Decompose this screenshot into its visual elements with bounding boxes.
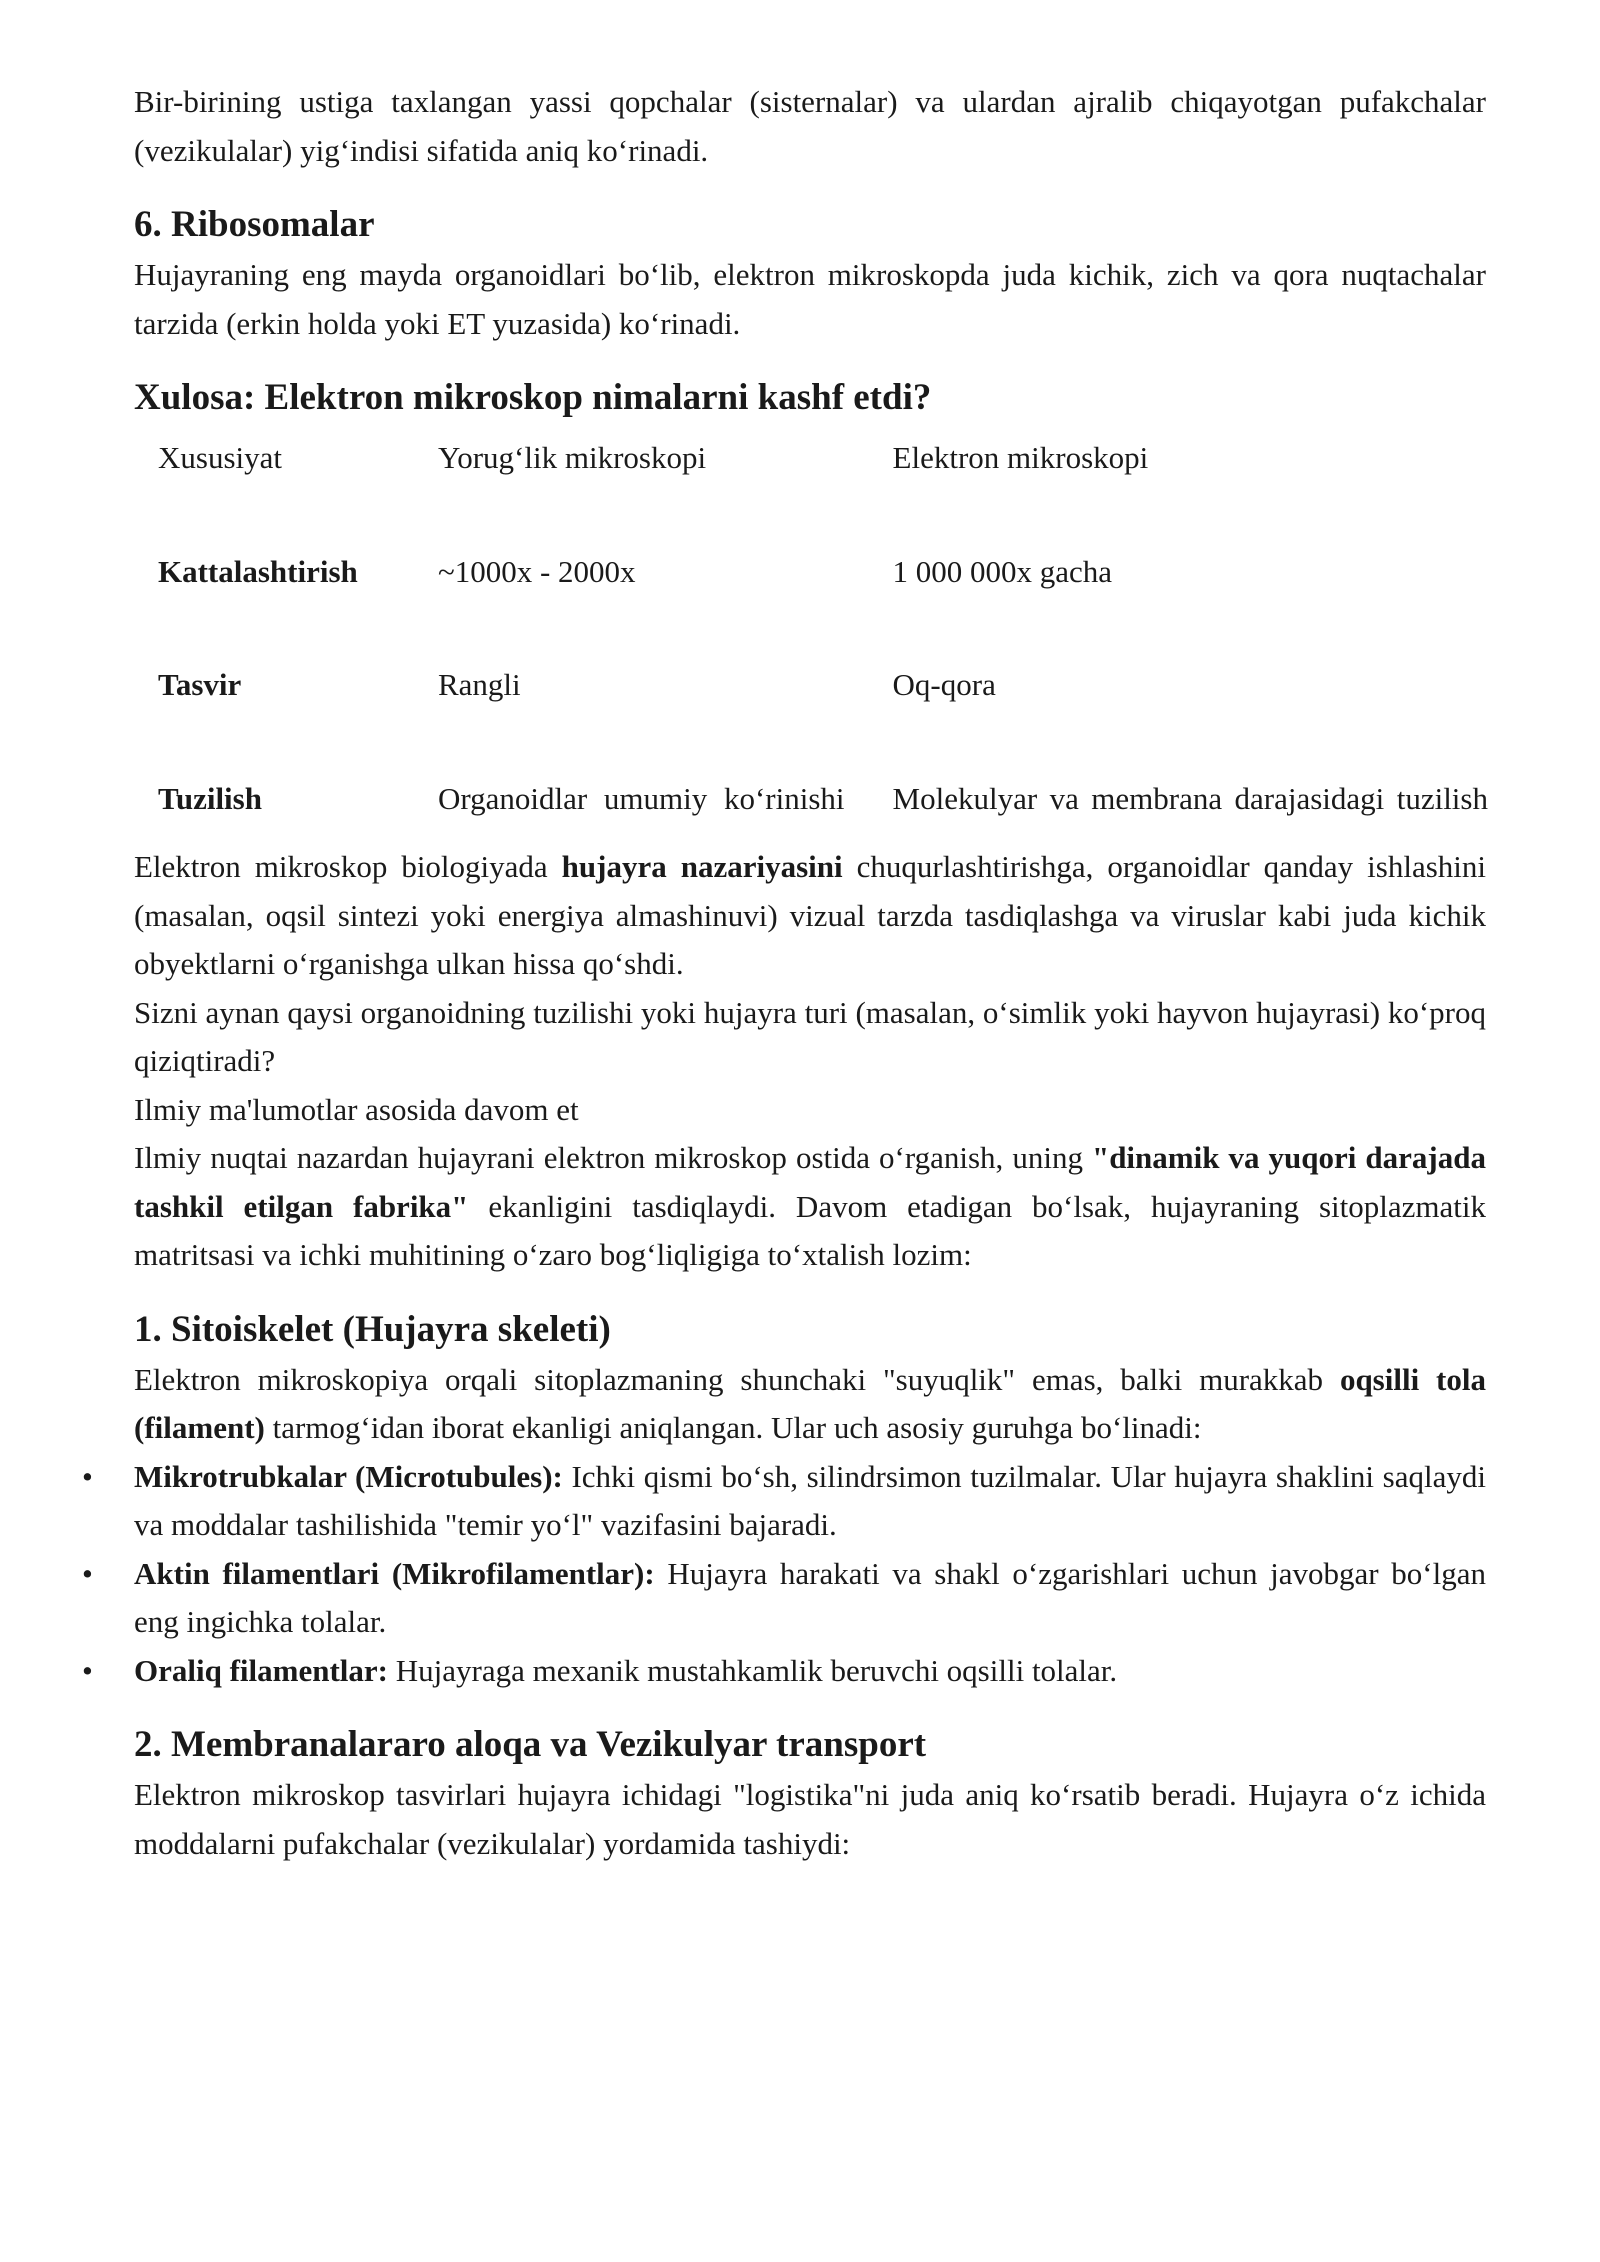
table-header-cell: Xususiyat — [158, 440, 282, 475]
text-run: Hujayra harakati va shakl o‘zgarishlari uchun javobgar bo‘lgan eng ingichka tolalar. — [134, 1555, 1486, 1639]
bold-term: "dinamik va yuqori darajada tashkil etilgan fabrika" — [134, 1140, 1486, 1224]
bold-term: Mikrotrubkalar (Microtubules): — [134, 1458, 563, 1494]
text-run: tarmog‘idan iborat ekanligi aniqlangan. Ular uch asosiy guruhga bo‘linadi: — [264, 1410, 1202, 1445]
table-row — [134, 661, 1512, 775]
text-run: ekanligini tasdiqlaydi. Davom etadigan bo‘lsak, hujayraning sitoplazmatik matritsasi va ichki muhitining o‘zaro bog‘liqligiga to‘xtalish lozim: — [134, 1188, 1486, 1272]
table-cell: Rangli — [437, 667, 521, 702]
scientific-paragraph — [134, 1134, 1486, 1280]
table-row-label: Tuzilish — [158, 780, 262, 816]
bullet-icon: • — [82, 1652, 93, 1688]
conclusion-paragraph — [134, 843, 1486, 989]
text-run: Ichki qismi bo‘sh, silindrsimon tuzilmalar. Ular hujayra shaklini saqlaydi va moddalar tashilishida "temir yo‘l" vazifasini bajaradi. — [134, 1458, 1486, 1542]
table-header-row — [134, 434, 1512, 548]
cytoskeleton-list — [82, 1453, 1486, 1696]
bullet-icon: • — [82, 1458, 93, 1494]
text-run: Hujayraga mexanik mustahkamlik beruvchi oqsilli tolalar. — [387, 1652, 1118, 1688]
membranes-heading: 2. Membranalararo aloqa va Vezikulyar transport — [134, 1724, 927, 1765]
table-cell: ~1000x - 2000x — [437, 553, 636, 589]
table-cell: 1 000 000x gacha — [892, 553, 1113, 589]
table-cell-text: Organoidlar umumiy ko‘rinishi — [437, 780, 845, 816]
table-row — [134, 548, 1512, 662]
table-row-label: Tasvir — [158, 667, 242, 702]
table-cell: Oq-qora — [892, 667, 996, 702]
bold-term: hujayra nazariyasini — [561, 849, 843, 884]
bold-term: oqsilli tola (filament) — [134, 1361, 1486, 1445]
ribosomes-heading: 6. Ribosomalar — [134, 204, 375, 245]
list-item — [82, 1647, 1486, 1696]
table-row — [134, 775, 1512, 834]
list-item — [82, 1550, 1486, 1647]
ribosomes-paragraph: Hujayraning eng mayda organoidlari bo‘lib, elektron mikroskopda juda kichik, zich va qora nuqtachalar tarzida (erkin holda yoki ET yuzasida) ko‘rinadi. — [134, 257, 1486, 341]
table-cell — [414, 775, 869, 834]
text-run: chuqurlashtirishga, organoidlar qanday ishlashini (masalan, oqsil sintezi yoki energiya almashinuvi) vizual tarzda tasdiqlashga va viruslar kabi juda kichik obyektlarni o‘rganishga ulkan hissa qo‘shdi. — [134, 849, 1486, 981]
text-run: Elektron mikroskop biologiyada — [134, 849, 562, 884]
table-row-label: Kattalashtirish — [158, 553, 358, 589]
comparison-table — [134, 434, 1512, 833]
cytoskeleton-heading: 1. Sitoiskelet (Hujayra skeleti) — [134, 1308, 611, 1350]
table-cell-text: Molekulyar va membrana darajasidagi tuzilish — [892, 780, 1488, 816]
membranes-paragraph: Elektron mikroskop tasvirlari hujayra ichidagi "logistika"ni juda aniq ko‘rsatib beradi. Hujayra o‘z ichida moddalarni pufakchalar (vezikulalar) yordamida tashiydi: — [134, 1777, 1486, 1861]
table-header-cell: Elektron mikroskopi — [892, 440, 1149, 475]
document-page — [82, 78, 1488, 1868]
conclusion-text — [134, 843, 1486, 1280]
text-run: Elektron mikroskopiya orqali sitoplazmaning shunchaki "suyuqlik" emas, balki murakkab — [134, 1361, 1340, 1397]
table-header-cell: Yorug‘lik mikroskopi — [437, 440, 707, 475]
table-cell — [869, 775, 1512, 834]
bullet-icon: • — [82, 1555, 93, 1591]
conclusion-heading: Xulosa: Elektron mikroskop nimalarni kashf etdi? — [134, 377, 932, 418]
question-paragraph: Sizni aynan qaysi organoidning tuzilishi yoki hujayra turi (masalan, o‘simlik yoki hayvon hujayrasi) ko‘proq qiziqtiradi? — [134, 994, 1486, 1078]
text-run: Ilmiy nuqtai nazardan hujayrani elektron mikroskop ostida o‘rganish, uning — [134, 1140, 1092, 1175]
continue-line: Ilmiy ma'lumotlar asosida davom et — [134, 1091, 579, 1127]
bold-term: Aktin filamentlari (Mikrofilamentlar): — [134, 1555, 655, 1591]
bold-term: Oraliq filamentlar: — [134, 1652, 388, 1688]
cytoskeleton-intro — [134, 1356, 1486, 1453]
list-item — [82, 1453, 1486, 1550]
intro-paragraph: Bir-birining ustiga taxlangan yassi qopchalar (sisternalar) va ulardan ajralib chiqayotgan pufakchalar (vezikulalar) yig‘indisi sifatida aniq ko‘rinadi. — [134, 84, 1486, 168]
